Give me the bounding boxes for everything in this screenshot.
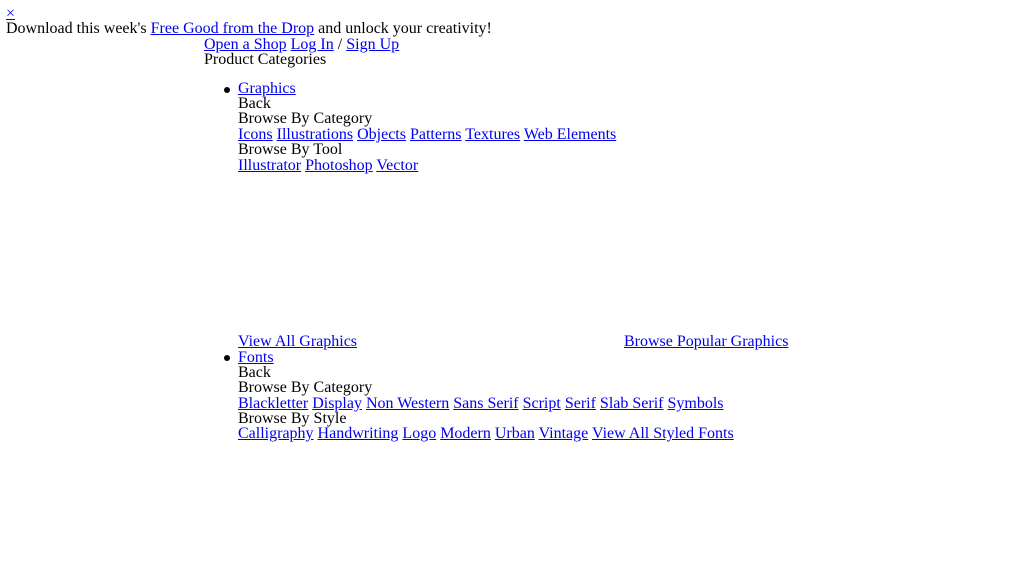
graphics-category-patterns[interactable]: Patterns: [409, 126, 462, 143]
fonts-category-display[interactable]: Display: [312, 395, 362, 412]
fonts-style-links: [238, 425, 734, 443]
fonts-style-vintage[interactable]: Vintage: [538, 425, 589, 442]
fonts-style-urban[interactable]: Urban: [494, 425, 535, 442]
graphics-browse-by-category: Browse By Category: [238, 110, 373, 127]
fonts-style-logo[interactable]: Logo: [402, 425, 437, 442]
free-good-link[interactable]: Free Good from the Drop: [150, 20, 315, 37]
fonts-browse-by-style: Browse By Style: [238, 410, 347, 427]
graphics-bullet: [224, 87, 230, 93]
fonts-style-calligraphy[interactable]: Calligraphy: [238, 425, 314, 442]
graphics-category-web-elements[interactable]: Web Elements: [523, 126, 617, 143]
product-categories-heading: Product Categories: [204, 51, 327, 68]
promo-text-before: Download this week's: [6, 20, 151, 37]
graphics-category-textures[interactable]: Textures: [465, 126, 521, 143]
fonts-category-slab-serif[interactable]: Slab Serif: [599, 395, 664, 412]
promo-text-after: and unlock your creativity!: [314, 20, 492, 37]
fonts-browse-by-category: Browse By Category: [238, 379, 373, 396]
fonts-category-sans-serif[interactable]: Sans Serif: [453, 395, 519, 412]
graphics-category-illustrations[interactable]: Illustrations: [276, 126, 354, 143]
graphics-tool-links: [238, 157, 418, 175]
fonts-category-blackletter[interactable]: Blackletter: [238, 395, 309, 412]
log-in-link[interactable]: Log In: [290, 36, 334, 53]
fonts-style-handwriting[interactable]: Handwriting: [317, 425, 399, 442]
graphics-tool-photoshop[interactable]: Photoshop: [305, 157, 373, 174]
fonts-back[interactable]: Back: [238, 364, 271, 381]
browse-popular-graphics-link[interactable]: Browse Popular Graphics: [624, 333, 789, 350]
graphics-back[interactable]: Back: [238, 95, 271, 112]
graphics-browse-by-tool: Browse By Tool: [238, 141, 343, 158]
fonts-style-modern[interactable]: Modern: [440, 425, 491, 442]
graphics-category-objects[interactable]: Objects: [357, 126, 406, 143]
graphics-menu-link[interactable]: Graphics: [238, 80, 296, 97]
fonts-category-script[interactable]: Script: [522, 395, 561, 412]
sign-up-link[interactable]: Sign Up: [346, 36, 400, 53]
open-shop-link[interactable]: Open a Shop: [204, 36, 287, 53]
account-separator: /: [333, 36, 347, 53]
view-all-graphics-link[interactable]: View All Graphics: [238, 333, 358, 350]
fonts-category-non-western[interactable]: Non Western: [365, 395, 450, 412]
fonts-view-all-styled[interactable]: View All Styled Fonts: [591, 425, 734, 442]
graphics-category-icons[interactable]: Icons: [238, 126, 273, 143]
fonts-bullet: [224, 355, 230, 361]
close-banner-link[interactable]: ×: [6, 5, 16, 22]
fonts-category-symbols[interactable]: Symbols: [667, 395, 724, 412]
fonts-menu-link[interactable]: Fonts: [238, 349, 274, 366]
graphics-tool-vector[interactable]: Vector: [376, 157, 419, 174]
fonts-category-serif[interactable]: Serif: [564, 395, 596, 412]
graphics-tool-illustrator[interactable]: Illustrator: [238, 157, 302, 174]
